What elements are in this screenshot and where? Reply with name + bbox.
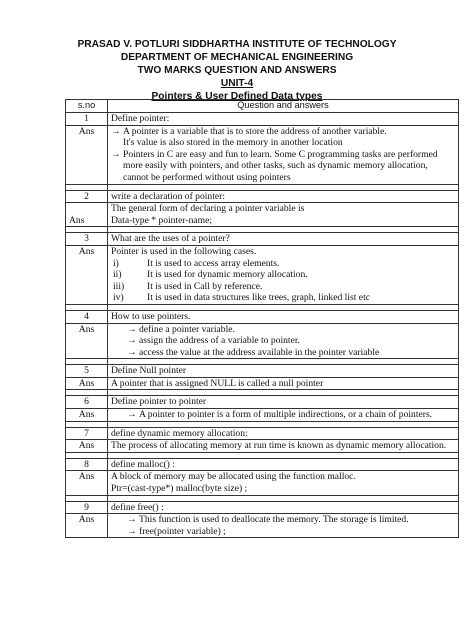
answer-label: Ans — [66, 409, 108, 422]
question-number: 6 — [66, 396, 108, 409]
question-row — [66, 427, 459, 440]
answer-row — [66, 440, 459, 453]
list-item — [111, 281, 455, 293]
list-marker: ii) — [113, 269, 122, 281]
answer-text — [108, 323, 459, 359]
answer-bullet — [111, 324, 455, 336]
document-header — [0, 38, 474, 103]
answer-label: Ans — [66, 125, 108, 184]
arrow-icon: → — [127, 525, 137, 537]
question-text: define malloc() : — [108, 458, 459, 471]
answer-row — [66, 514, 459, 538]
question-number: 9 — [66, 501, 108, 514]
answer-label: Ans — [66, 440, 108, 453]
list-marker: iii) — [113, 280, 125, 292]
list-text: It is used in data structures like trees, graph, linked list etc — [147, 292, 370, 304]
question-text: write a declaration of pointer: — [108, 190, 459, 203]
answer-intro: Pointer is used in the following cases. — [111, 245, 257, 257]
question-text: define dynamic memory allocation: — [108, 427, 459, 440]
question-number: 3 — [66, 233, 108, 246]
arrow-icon: → — [127, 323, 137, 335]
answer-row — [66, 377, 459, 390]
list-text: It is used in Call by reference. — [147, 280, 263, 292]
answer-bullet — [111, 126, 455, 138]
arrow-icon: → — [111, 125, 121, 137]
answer-label: Ans — [66, 323, 108, 359]
list-item — [111, 258, 455, 270]
answer-line: Data-type * pointer-name; — [111, 214, 213, 226]
question-row — [66, 365, 459, 378]
department-name: DEPARTMENT OF MECHANICAL ENGINEERING — [120, 52, 354, 63]
bullet-text: assign the address of a variable to pointer. — [139, 335, 300, 347]
list-item — [111, 269, 455, 281]
answer-label: Ans — [66, 203, 108, 227]
arrow-icon: → — [127, 409, 137, 421]
bullet-text: Pointers in C are easy and fun to learn. Some C programming tasks are performed more easily with pointers, and other tasks, such as dynamic memory allocation, cannot be performed without using pointers — [123, 148, 438, 183]
list-text: It is used for dynamic memory allocation. — [147, 269, 308, 281]
column-header-sno: s.no — [66, 100, 108, 113]
answer-text — [108, 514, 459, 538]
answer-text — [108, 125, 459, 184]
question-text: Define Null pointer — [108, 365, 459, 378]
question-row — [66, 233, 459, 246]
bullet-text: This function is used to deallocate the memory. The storage is limited. — [139, 514, 409, 526]
answer-text: A pointer that is assigned NULL is called a null pointer — [108, 377, 459, 390]
question-row — [66, 458, 459, 471]
answer-row — [66, 125, 459, 184]
list-item — [111, 292, 455, 304]
answer-label: Ans — [66, 377, 108, 390]
question-row — [66, 190, 459, 203]
answer-bullet — [111, 409, 455, 421]
arrow-icon: → — [127, 514, 137, 526]
question-row — [66, 501, 459, 514]
bullet-text: A pointer is a variable that is to store the address of another variable. — [123, 125, 387, 137]
question-row — [66, 310, 459, 323]
question-row — [66, 113, 459, 126]
answer-bullet — [111, 514, 455, 526]
column-header-qa: Question and answers — [108, 100, 459, 113]
question-number: 1 — [66, 113, 108, 126]
bullet-text: access the value at the address available in the pointer variable — [139, 346, 380, 358]
answer-row — [66, 245, 459, 304]
answer-label: Ans — [66, 471, 108, 495]
arrow-icon: → — [127, 346, 137, 358]
document-type: TWO MARKS QUESTION AND ANSWERS — [137, 65, 337, 76]
question-number: 5 — [66, 365, 108, 378]
bullet-text: define a pointer variable. — [139, 323, 235, 335]
list-marker: iv) — [113, 292, 124, 304]
list-text: It is used to access array elements. — [147, 257, 280, 269]
institute-name: PRASAD V. POTLURI SIDDHARTHA INSTITUTE OF TECHNOLOGY — [77, 39, 397, 50]
answer-line: A block of memory may be allocated using the function malloc. — [111, 471, 356, 483]
question-text: Define pointer to pointer — [108, 396, 459, 409]
answer-bullet — [111, 526, 455, 538]
answer-text — [108, 203, 459, 227]
topic-title: Pointers & User Defined Data types — [151, 91, 323, 102]
qa-table — [65, 99, 459, 538]
question-text: Define pointer: — [108, 113, 459, 126]
answer-row — [66, 409, 459, 422]
answer-text — [108, 409, 459, 422]
answer-row — [66, 203, 459, 227]
bullet-continuation: It's value is also stored in the memory in another location — [123, 137, 343, 149]
arrow-icon: → — [127, 335, 137, 347]
question-text: define free() : — [108, 501, 459, 514]
unit-title: UNIT-4 — [220, 78, 254, 89]
question-number: 8 — [66, 458, 108, 471]
answer-label: Ans — [66, 514, 108, 538]
question-text: How to use pointers. — [108, 310, 459, 323]
question-row — [66, 396, 459, 409]
answer-bullet — [111, 335, 455, 347]
question-text: What are the uses of a pointer? — [108, 233, 459, 246]
answer-line: Ptr=(cast-type*) malloc(byte size) ; — [111, 483, 248, 495]
list-marker: i) — [113, 257, 119, 269]
answer-bullet — [111, 149, 455, 184]
answer-row — [66, 471, 459, 495]
question-number: 2 — [66, 190, 108, 203]
answer-row — [66, 323, 459, 359]
answer-label: Ans — [66, 245, 108, 304]
answer-text: The process of allocating memory at run time is known as dynamic memory allocation. — [108, 440, 459, 453]
answer-text — [108, 471, 459, 495]
question-number: 4 — [66, 310, 108, 323]
bullet-text: free(pointer variable) ; — [139, 525, 226, 537]
answer-bullet — [111, 347, 455, 359]
question-number: 7 — [66, 427, 108, 440]
answer-line: The general form of declaring a pointer variable is — [111, 203, 305, 215]
arrow-icon: → — [111, 148, 121, 160]
bullet-text: A pointer to pointer is a form of multiple indirections, or a chain of pointers. — [139, 409, 433, 421]
table-header-row — [66, 100, 459, 113]
answer-text — [108, 245, 459, 304]
